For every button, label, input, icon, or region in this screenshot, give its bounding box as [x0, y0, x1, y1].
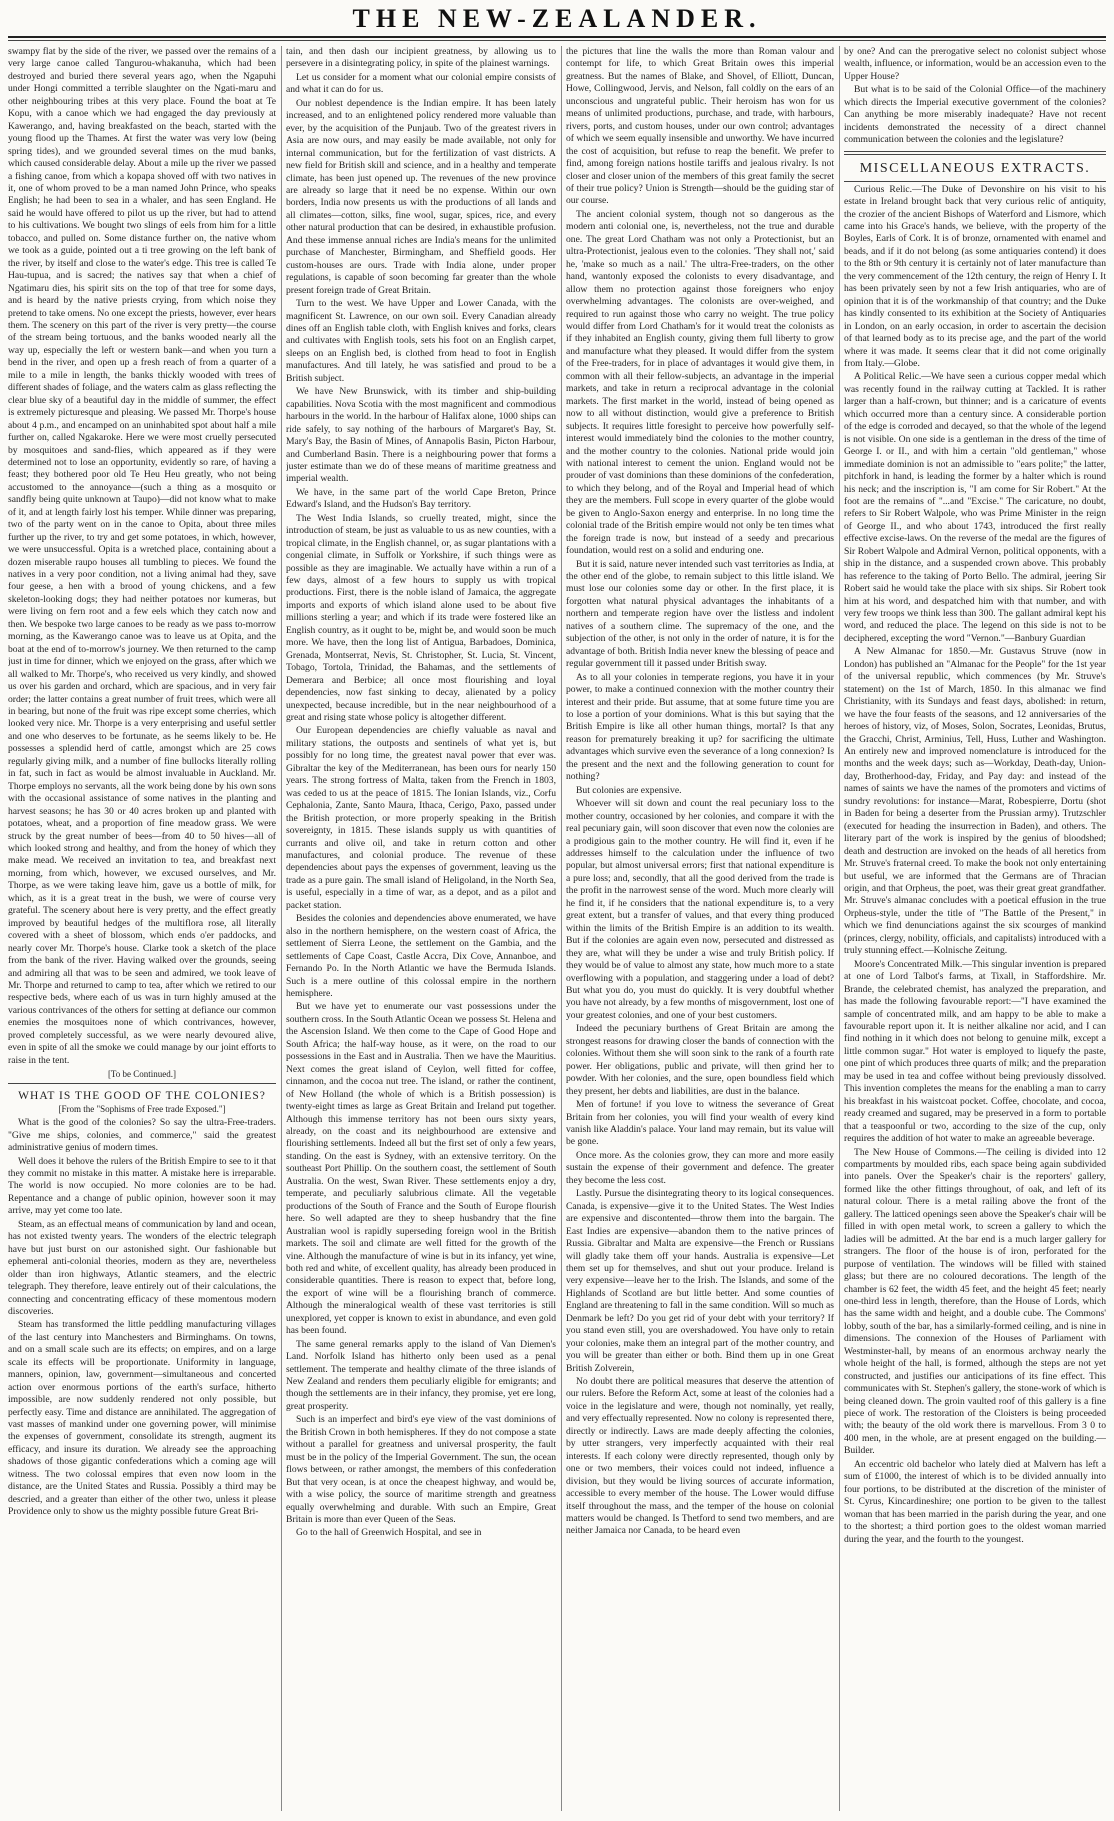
section-rule — [844, 181, 1106, 182]
article-paragraph: Well does it behove the rulers of the British Empire to see to it that they commit no mistake in this matter. A mistake here is irreparable. The world is now occupied. No more colonies are to be had. Repentance and a change of public opinion, however soon it may arrive, may yet come too late. — [8, 1155, 276, 1217]
extract-paragraph: A New Almanac for 1850.—Mr. Gustavus Struve (now in London) has published an "Almanac for the People" for the 1st year of the universal republic, which commences (by Mr. Struve's statement) on the 1st of March, 1850. In this almanac we find Christianity, with its Sundays and feast days, abolished: in return, we have the four feasts of the seasons, and 12 anniversaries of the heroes of history, viz, of Moses, Solon, Socrates, Leonidas, Brutus, the Gracchi, Christ, Arminius, Tell, Huss, Luther and Washington. An entirely new and improved nomenclature is introduced for the months and the week days; such as—Workday, Death-day, Union-day, Brotherhood-day, Friday, and Pay day: and instead of the names of saints we have the names of the promoters and victims of sundry revolutions: for instance—Marat, Robespierre, Dortu (shot in Baden for being a deserter from the Prussian army). Trutzschler (executed for heading the insurrection in Baden), and others. The literary part of the work is inspired by the genius of bloodshed; death and destruction are invoked on the heads of all heretics from Mr. Struve's fraternal creed. To make the book not only entertaining but useful, we are informed that the Germans are of Thracian origin, and that Orpheus, the poet, was their great great grandfather. Mr. Struve's almanac concludes with a poetical effusion in the true Orpheus-style, under the title of "The Battle of the Present," in which we find denunciations against the six scourges of mankind (princes, clergy, nobility, officials, and capitalists) introduced with a truly stunning effect.—Kolnische Zeitung. — [844, 646, 1106, 957]
masthead-title: THE NEW-ZEALANDER. — [352, 4, 762, 33]
article-paragraph: Men of fortune! if you love to witness the severance of Great Britain from her colonies, you will find your wealth of every kind vanish like Aladdin's palace. Your land may remain, but its value will be gone. — [566, 1099, 834, 1148]
article-paragraph: But what is to be said of the Colonial Office—of the machinery which directs the Imperial executive government of the colonies? Can anything be more miserably inadequate? Have not recent incidents demonstrated the necessity of a direct channel communication between the colonies and the legislature? — [844, 84, 1106, 146]
article-paragraph: But colonies are expensive. — [576, 784, 682, 796]
column-3 — [566, 46, 834, 1811]
column-1 — [8, 46, 276, 1811]
article-paragraph: No doubt there are political measures that deserve the attention of our rulers. Before the Reform Act, some at least of the colonies had a voice in the legislature and were, though not nominally, yet really, and very effectually represented. Now no colony is represented there, directly or indirectly. Laws are made deeply affecting the colonies, by utter strangers, very imperfectly acquainted with their real interests. If each colony were directly represented, though only by one or two members, their voices could not indeed, influence a division, but they would be living sources of accurate information, accessible to every member of the house. The Lower would diffuse itself throughout the mass, and the temper of the house on colonial matters would be changed. Is Thetford to send two members, and are neither Jamaica nor Canada, to be heard even — [566, 1376, 834, 1537]
article-paragraph: Lastly. Pursue the disintegrating theory to its logical consequences. Canada, is expensive—give it to the United States. The West Indies are expensive and discontented—throw them into the bargain. The East Indies are expensive—abandon them to the native princes of Russia. Gibraltar and Malta are expensive—the French or Russians will gladly take them off your hands. Australia is expensive—Let them set up for themselves, and shut out your produce. Ireland is very expensive—leave her to the Irish. The Islands, and some of the Highlands of Scotland are but little better. And some counties of England are threatening to fall in the same condition. Will so much as Denmark be left? Do you get rid of your debt with your territory? If you stand even still, you are overshadowed. You have only to retain your colonies, make them an integral part of the mother country, and you will be greater than either or both. Bind them up in one Great British Zolverein, — [566, 1188, 834, 1374]
article-paragraph: Let us consider for a moment what our colonial empire consists of and what it can do for us. — [286, 71, 556, 96]
article-source: [From the "Sophisms of Free trade Exposed."] — [58, 1104, 226, 1115]
section-rule — [8, 1083, 276, 1084]
column-2 — [286, 46, 556, 1811]
article-paragraph: Such is an imperfect and bird's eye view of the vast dominions of the British Crown in both hemispheres. If they do not compose a state without a parallel for greatness and universal prosperity, the fault must be in the policy of the Imperial Government. The sun, the ocean flows between, or rather amongst, the members of this confederation But that very ocean, is at once the cheapest highway, and would be, with a wise policy, the source of maritime strength and greatness equally overwhelming and durable. With such an Empire, Great Britain is more than ever Queen of the Seas. — [286, 1414, 556, 1526]
article-paragraph: But it is said, nature never intended such vast territories as India, at the other end of the globe, to remain subject to this little island. We must lose our colonies some day or other. In the first place, it is forgotten what natural physical advantages the inhabitants of a northern and temperate region have over the listless and indolent natives of a southern clime. The supremacy of the one, and the subjection of the other, is not only in the order of nature, it is for the advantage of both. British India never knew the blessing of peace and regular government till it passed under British sway. — [566, 558, 834, 670]
article-heading-colonies: WHAT IS THE GOOD OF THE COLONIES? — [18, 1090, 266, 1103]
extract-paragraph: The New House of Commons.—The ceiling is divided into 12 compartments by moulded ribs, each space being again subdivided into panels. Over the Speaker's chair is the reporters' gallery, formed like the other fittings throughout, of oak, and left of its natural colour. There is a metal railing above the front of the gallery. The latticed openings seen above the Speaker's chair will be filled in with open metal work, to screen a gallery to which the ladies will be admitted. At the bar end is a much larger gallery for strangers. The floor of the house is of iron, perforated for the purpose of ventilation. The windows will be filled with stained glass; but there are no coloured decorations. The length of the chamber is 62 feet, the width 45 feet, and the height 45 feet; nearly one-third less in length, therefore, than the House of Lords, which has the same width and height, and a double cube. The Commons' lobby, south of the bar, has a similarly-formed ceiling, and is nine in dimensions. The connexion of the Houses of Parliament with Westminster-hall, by means of an enormous archway nearly the whole height of the hall, is formed, although the steps are not yet constructed, and justifies our anticipations of its fine effect. This communicates with St. Stephen's gallery, the stone-work of which is being cleaned down. The groin vaulted roof of this gallery is a fine piece of work. The restoration of the Cloisters is being proceeded with; the beauty of the old work there is marvellous. From 3 0 to 400 men, in the whole, are at present engaged on the building.—Builder. — [844, 1146, 1106, 1457]
article-paragraph: Our European dependencies are chiefly valuable as naval and military stations, the outposts and sentinels of what yet is, but possibly for no long time, the greatest naval power that ever was. Gibraltar the key of the Mediterranean, has been ours for nearly 150 years. The strong fortress of Malta, taken from the French in 1803, was ceded to us at the peace of 1815. The Ionian Islands, viz., Corfu Cephalonia, Zante, Santo Maura, Ithaca, Cerigo, Paxo, passed under the British protection, or more properly speaking in the British sovereignty, in 1815. These islands supply us with quantities of currants and olive oil, and take in return cotton and other manufactures, and colonial produce. The revenue of these dependencies about pays the expenses of government, leaving us the trade as a pure gain. The small island of Heligoland, in the North Sea, is useful, especially in a time of war, as a depot, and as a pilot and packet station. — [286, 725, 556, 911]
masthead-rule — [8, 36, 1106, 38]
article-paragraph: Steam has transformed the little peddling manufacturing villages of the last century into Manchesters and Birminghams. On towns, and on a small scale such are its effects; on empires, and on a large scale its effects will be proportionate. Uniformity in language, manners, opinion, law, government—simultaneous and concerted action over enormous portions of the earth's surface, hitherto impossible, are now suddenly rendered not only possible, but perfectly easy. Time and distance are annihilated. The aggregation of vast masses of mankind under one governing power, will minimise the expenses of government, consolidate its strength, augment its efficacy, and insure its duration. We already see the approaching shadows of those gigantic confederations which a coming age will witness. The two colossal empires that even now loom in the distance, are the United States and Russia. Possibly a third may be descried, and a greater than either of the other two, unless it please Providence only to show us the mighty possible future Great Bri- — [8, 1319, 276, 1518]
section-rule — [844, 151, 1106, 152]
article-paragraph: What is the good of the colonies? So say the ultra-Free-traders. "Give me ships, colonies, and commerce," said the greatest administrative genius of modern times. — [8, 1117, 276, 1154]
article-paragraph: Whoever will sit down and count the real pecuniary loss to the mother country, occasioned by her colonies, and compare it with the real pecuniary gain, will soon discover that even now the colonies are a prodigious gain to the mother country. He will find it, even if he addresses himself to the calculation under the influence of two popular, but almost universal errors; first that national expenditure is a pure loss; and, secondly, that all the good derived from the trade is the profit in the narrowest sense of the word. Much more clearly will he find it, if he considers that the national expenditure is, to a very great extent, but a transfer of values, and that every thing produced within the limits of the British Empire is an addition to its wealth. But if the colonies are again even now, persecuted and distressed as they are, what will they be under a wise and truly British policy. If they would be of value to almost any state, how much more to a state overflowing with a population, and staggering under a load of debt? But what you do, you must do quickly. It is very doubtful whether you have not already, by a few months of misgovernment, lost one of your greatest colonies, and one of your best customers. — [566, 798, 834, 1021]
article-paragraph: Turn to the west. We have Upper and Lower Canada, with the magnificent St. Lawrence, on our own soil. Every Canadian already dines off an English table cloth, with English knives and forks, clears and cultivates with English tools, sets his foot on an English carpet, sleeps on an English bed, is clothed from head to foot in English manufactures. And till lately, he was satisfied and proud to be a British subject. — [286, 298, 556, 384]
article-paragraph: Go to the hall of Greenwich Hospital, and see in — [296, 1527, 482, 1539]
article-paragraph: the pictures that line the walls the more than Roman valour and contempt for life, to which Great Britain owes this imperial greatness. But the names of Blake, and Shovel, of Elliott, Duncan, Howe, Collingwood, Jervis, and Nelson, fall coldly on the ears of an unconscious and ungrateful public. Their heroism has won for us means of unlimited productions, purchase, and trade, with harbours, rivers, ports, and custom houses, under our own control; advantages of which we seem equally insensible and unworthy. We have incurred the cost of acquisition, but refuse to reap the benefit. We prefer to find, among foreign nations hostile tariffs and jealous rivalry. Is not closer and closer union of the members of this great family the secret of their true policy? Union is Strength—should be the guiding star of our course. — [566, 46, 834, 207]
masthead — [0, 4, 1114, 38]
section-rule — [844, 154, 1106, 155]
article-paragraph: We have New Brunswick, with its timber and ship-building capabilities. Nova Scotia with the most magnificent and commodious harbours in the world. In the harbour of Halifax alone, 1000 ships can ride safely, to say nothing of the harbours of Margaret's Bay, St. Mary's Bay, the Basin of Mines, of Annapolis Basin, Picton Harbour, and Cumberland Basin. There is a neighbouring power that forms a juster estimate than we do of these means of maritime greatness and imperial wealth. — [286, 386, 556, 485]
article-paragraph: As to all your colonies in temperate regions, you have it in your power, to make a continued connexion with the mother country their interest and their pride. But assume, that at some future time you are to lose a portion of your dominions. What is this but saying that the British Empire is like all other human things, mortal? Is that any reason for prematurely breaking it up? for sacrificing the ultimate advantages which survive even the severance of a long connexion? Is the present and the next and the following generation to count for nothing? — [566, 671, 834, 783]
article-paragraph: Our noblest dependence is the Indian empire. It has been lately increased, and to an enlightened policy rendered more valuable than ever, by the acquisition of the Punjaub. Two of the greatest rivers in Asia are now ours, and may easily be made available, not only for internal communication, but for the fertilization of vast districts. A new field for British skill and science, and in a healthy and temperate climate, has been just opened up. The revenues of the new province are already so large that it need be no expense. Within our own borders, India now presents us with the productions of all lands and all climates—cotton, silks, fine wool, sugar, spices, rice, and every other natural production that can be desired, in exhaustible profusion. And these immense annual riches are India's means for the unlimited purchase of Manchester, Birmingham, and Sheffield goods. Her custom-houses are ours. Trade with India alone, under proper regulations, is capable of soon becoming far greater than the whole present foreign trade of Great Britain. — [286, 97, 556, 296]
article-paragraph: The same general remarks apply to the island of Van Diemen's Land. Norfolk Island has hitherto only been used as a penal settlement. The temperate and healthy climate of the three islands of New Zealand and renders them peculiarly eligible for emigrants; and though the settlements are in their infancy, they promise, yet ere long, great prosperity. — [286, 1338, 556, 1412]
article-paragraph: Besides the colonies and dependencies above enumerated, we have also in the northern hemisphere, on the western coast of Africa, the settlement of Sierra Leone, the settlement on the Gambia, and the settlements of Cape Coast, Castle Accra, Dix Cove, Annanboe, and Fernando Po. In the North Atlantic we have the Bermuda Islands. Such is a mere outline of this colossal empire in the northern hemisphere. — [286, 913, 556, 999]
column-divider — [561, 46, 562, 1811]
misc-extracts-heading: MISCELLANEOUS EXTRACTS. — [859, 160, 1091, 176]
extract-paragraph: Curious Relic.—The Duke of Devonshire on his visit to his estate in Ireland brought back that very curious relic of antiquity, the crozier of the ancient Bishops of Waterford and Lismore, which came into his Grace's hands, we believe, with the property of the Boyles, Earls of Cork. It is of bronze, ornamented with enamel and beads, and if it do not belong (as some antiquaries contend) it does to the 8th or 9th century it is certainly not of later manufacture than the very commencement of the 12th century, the reign of Henry I. It has been privately seen by not a few Irish antiquaries, who are of opinion that it is of the workmanship of that country; and the Duke has kindly consented to its exhibition at the Society of Antiquaries in London, on an early occasion, in order to ascertain the decision of that learned body as to its precise age, and the part of the world where it was made. It seems clear that it did not come originally from Italy.—Globe. — [844, 183, 1106, 369]
article-paragraph: The ancient colonial system, though not so dangerous as the modern anti colonial one, is, nevertheless, not the true and durable one. The great Lord Chatham was not only a Protectionist, but an ultra-Protectionist, jealous even to the colonies. 'They shall not,' said he, 'make so much as a nail.' The ultra-Free-traders, on the other hand, wantonly exposed the colonists to every disadvantage, and allow them no protection against those foreigners who enjoy overwhelming advantages. The colonists are over-weighed, and required to run against those who carry no weight. The true policy would differ from Lord Chatham's for it would treat the colonists as if they inhabited an English county, giving them full liberty to grow and manufacture what they pleased. It would differ from the system of the Free-traders, for in place of advantages it would give them, in common with all their fellow-subjects, an advantage in the imperial markets, and take in return a reciprocal advantage in the colonial markets. The first market in the world, instead of being opened as now to all without distinction, would give a preference to British subjects. It requires little foresight to perceive how powerfully self-interest would immediately bind the colonies to the mother country, and the mother country to the colonies. National pride would join with national interest to cement the union. England would not be prouder of vast dominions than these dominions of the confederation, to which they belong, and of the Royal and Imperial head of which they are the members. Full scope in every quarter of the globe would be given to Anglo-Saxon energy and enterprise. In no long time the colonial trade of the British empire would not only be ten times what the foreign trade is now, but instead of a seedy and precarious foundation, would rest on a solid and enduring one. — [566, 208, 834, 557]
masthead-rule-thin — [8, 40, 1106, 41]
journal-continued-text: swampy flat by the side of the river, we passed over the remains of a very large canoe called Tangurou-whakanuha, which had been destroyed and buried there several years ago, when the Ngapuhi under Hongi committed a terrible slaughter on the Ngati-maru and other neighbouring tribes at this very place. Found the boat at Te Kopu, with a canoe which we had engaged the day previously at Kawerango, and, having breakfasted on the beach, started with the young flood up the Thames. At first the water was very low (being spring tides), and we grounded several times on the mud banks, which caused considerable delay. About a mile up the river we passed a fishing canoe, from which a kopapa shoved off with two natives in it, one of whom proved to be a man named John Prince, who speaks English; he had been to sea in a whaler, and has seen England. He said he would have offered to pilot us up the river, but had to attend to his cultivations. We bought two slings of eels from him for a little tobacco, and pulled on. Some distance further on, the native whom we took as a guide, pointed out a ti tree growing on the left bank of the river, by itself and close to the water's edge. This tree is called Te Hau-tupua, and is sacred; the natives say that when a chief of Ngatimaru dies, his spirit sits on the top of that tree for some days, and is heard by the native priests crying, from which noise they pretend to take omens. No one except the priests, however, ever hears them. The scenery on this part of the river is very pretty—the course of the stream being tortuous, and the banks wooded nearly all the way up, especially the left or western bank—and when you turn a bend in the river, and open up a fresh reach of from a quarter of a mile to a mile in length, the banks thickly wooded with trees of different shades of foliage, and the waters calm as glass reflecting the clear blue sky of a beautiful day in the middle of summer, the effect is extremely picturesque and pleasing. We passed Mr. Thorpe's house about 4 p.m., and encamped on an uninhabited spot about half a mile further on, called Ngakaroke. Here we were most cruelly persecuted by mosquitoes and sand-flies, which appeared as if they were determined not to lose an opportunity, evidently so rare, of having a feast; they bothered poor old Te Heu Heu greatly, who not being accustomed to the annoyance—(such a thing as a mosquito or sandfly being quite unknown at Taupo)—did not know what to make of it, and at length fairly lost his temper. While dinner was preparing, two of the party went on in the canoe to Opita, about three miles further up the river, to try and get some potatoes, in which, however, we were unsuccessful. Opita is a wretched place, containing about a dozen miserable raupo houses all tumbling to pieces. We found the natives in a very poor condition, not a living animal had they, save four geese, a hen with a brood of young chickens, and a few skeleton-looking dogs; they had neither potatoes nor kumeras, but were living on fern root and a few eels which they catch now and then. We bespoke two large canoes to be ready as we pass to-morrow morning, as the Kawerango canoe was to leave us at Opita, and the boat at the end of to-morrow's journey. We then returned to the camp just in time for dinner, which we enjoyed on the grass, after which we all walked to Mr. Thorpe's, who received us very kindly, and showed us over his garden and orchard, which are spacious, and in very fair order; the latter contains a great number of fruit trees, which were all in bearing, but none of the fruit was ripe except some cherries, which looked very nice. Mr. Thorpe is a very enterprising and useful settler and one who deserves to be fortunate, as he seems likely to be. He possesses a splendid herd of cattle, amongst which are 25 cows regularly giving milk, and a number of fine bullocks literally rolling in fat, such in fact as would be almost invaluable in Auckland. Mr. Thorpe employs no servants, all the work being done by his own sons with the occasional assistance of some natives in the planting and harvest seasons; he has 30 or 40 acres broken up and planted with potatoes, wheat, and a proportion of fine meadow grass. We were struck by the great number of bees—from 40 to 50 hives—all of which looked strong and healthy, and from the honey of which they make mead. We received an invitation to tea, and breakfast next morning, from which, however, we excused ourselves, and Mr. Thorpe, as we were taking leave him, gave us a bottle of milk, for which, as it is a great treat in the bush, we were of course very grateful. The scenery about here is very pretty, and the effect greatly improved by beautiful hedges of the multiflora rose, all literally covered with a sheet of blossom, which ends o'er paddocks, and nearly cover Mr. Thorpe's house. Clarke took a sketch of the place from the bank of the river. Having walked over the grounds, seeing and admiring all that was to be seen and admired, we took leave of Mr. Thorpe and returned to camp to tea, after which we retired to our respective beds, where each of us was in turn highly amused at the various contrivances of the others for setting at defiance our common enemies the mosquitoes none of which contrivances, however, proved completely successful, as we were nearly devoured alive, even in spite of all the smoke we could manage by our joint efforts to raise in the tent. — [8, 46, 276, 1066]
extract-paragraph: Moore's Concentrated Milk.—This singular invention is prepared at one of Lord Talbot's farms, at Tixall, in Staffordshire. Mr. Brande, the celebrated chemist, has analyzed the preparation, and has made the following favourable report:—"I have examined the sample of concentrated milk, and am happy to be able to make a favourable report upon it. It is neither alkaline nor acid, and I can find nothing in it which does not belong to genuine milk, except a little common sugar." Hot water is employed to liquefy the paste, one pint of which produces three quarts of milk; and the preparation may be used in tea and coffee without being previously dissolved. This invention completes the means for the enabling a man to carry his breakfast in his waistcoat pocket. Coffee, chocolate, and cocoa, ready creamed and sugared, may be preserved in a form to portable that a teaspoonful or two, according to the size of the cup, only requires the addition of hot water to make an agreeable beverage. — [844, 958, 1106, 1145]
article-paragraph: tain, and then dash our incipient greatness, by allowing us to persevere in a disintegrating policy, in spite of the plainest warnings. — [286, 46, 556, 70]
article-paragraph: Steam, as an effectual means of communication by land and ocean, has not existed twenty years. The wonders of the electric telegraph have but just burst on our astonished sight. Our fashionable but ephemeral anti-colonial theories, modern as they are, nevertheless older than iron highways, Atlantic steamers, and the electric telegraph. They therefore, leave entirely out of their calculations, the connecting and concentrating efficacy of these momentous modern discoveries. — [8, 1218, 276, 1317]
article-paragraph: Once more. As the colonies grow, they can more and more easily sustain the expense of their government and defence. The greater they become the less cost. — [566, 1149, 834, 1186]
column-divider — [281, 46, 282, 1811]
column-4 — [844, 46, 1106, 1811]
article-paragraph: But we have yet to enumerate our vast possessions under the southern cross. In the South Atlantic Ocean we possess St. Helena and the Ascension Island. We then come to the Cape of Good Hope and South Africa; the half-way house, as it were, on the road to our possessions in the East and in Australia. Then we have the Mauritius. Next comes the great island of Ceylon, well fitted for coffee, cinnamon, and the cocoa nut tree. The island, or rather the continent, of New Holland (the whole of which is a British possession) is twenty-eight times as large as Great Britain and Ireland put together. Although this immense territory has not been ours sixty years, already, on the coast and its neighbourhood are extensive and flourishing settlements. Indeed all but the first set of only a few years, standing. On the east is Sydney, with an extensive territory. On the southeast Port Phillip. On the southern coast, the settlement of South Australia. On the west, Swan River. These settlements enjoy a dry, temperate, and peculiarly salubrious climate. All the vegetable productions of the South of France and the South of Europe flourish here. So well adapted are they to sheep husbandry that the fine Australian wool is rapidly superseding foreign wool in the British markets. The soil and climate are well fitted for the growth of the vine. Although the manufacture of wine is but in its infancy, yet wine, both red and white, of excellent quality, has already been produced in considerable quantities. There is reason to expect that, before long, the export of wine will be a flourishing branch of commerce. Although the mineralogical wealth of these vast territories is still unexplored, yet copper is known to exist in abundance, and even gold has been found. — [286, 1001, 556, 1337]
article-paragraph: by one? And can the prerogative select no colonist subject whose wealth, influence, or information, would be an accession even to the Upper House? — [844, 46, 1106, 82]
article-paragraph: The West India Islands, so cruelly treated, might, since the introduction of steam, be just as valuable to us as new counties, with a tropical climate, in the English channel, or, as sugar plantations with a congenial climate, in Suffolk or Yorkshire, if such things were as possible as they are imaginable. We actually have within a run of a few days, almost of a few hours to supply us with tropical productions. First, there is the noble island of Jamaica, the aggregate imports and exports of which island alone used to be about five millions sterling a year; and which if its trade were fostered like an English country, as it ought to be, might be, and would soon be much more. We have, then the long list of Antigua, Barbadoes, Dominica, Grenada, Montserrat, Nevis, St. Christopher, St. Lucia, St. Vincent, Tobago, Tortola, Trinidad, the Bahamas, and the settlements of Demerara and Berbice; all once most flourishing and loyal dependencies, now fast sinking to decay, alienated by a policy unexpected, because incredible, but in the near neighbourhood of a great and rising state whose policy is altogether different. — [286, 512, 556, 724]
extract-paragraph: A Political Relic.—We have seen a curious copper medal which was recently found in the railway cutting at Tackled. It is rather larger than a half-crown, but thinner; and is a caricature of events which occurred more than a century since. A considerable portion of the edge is corroded and decayed, so that the whole of the legend is not visible. On one side is a gentleman in the dress of the time of George I. or II., and with him a certain "old gentleman," whose immediate dominion is not an admissible to "ears polite;" the latter, pitchfork in hand, is leading the former by a halter which is round his neck; and the inscription is, "I am come for Sir Robert." At the foot are the remains of "...and "Excise." The caricature, no doubt, refers to Sir Robert Walpole, who was Prime Minister in the reign of George II., and who about 1743, introduced the first really effective excise-laws. On the reverse of the medal are the figures of Sir Robert Walpole and Admiral Vernon, political opponents, with a ship in the distance, and a suspended crown above. This probably has reference to the taking of Porto Bello. The admiral, jeering Sir Robert said he would take the place with six ships. Sir Robert took him at his word, and despatched him with that number, and with very few troops we think less than 300. The gallant admiral kept his word, and reduced the place. The legend on this side is not to be deciphered, excepting the word "Vernon."—Banbury Guardian — [844, 371, 1106, 644]
extract-paragraph: An eccentric old bachelor who lately died at Malvern has left a sum of £1000, the interest of which is to be divided annually into four portions, to be distributed at the discretion of the minister of St. Cyrus, Kincardineshire; one portion to be given to the tallest woman that has been married in the parish during the year, and one to the shortest; a third portion goes to the oldest woman married during the year, and the fourth to the youngest. — [844, 1458, 1106, 1545]
article-paragraph: We have, in the same part of the world Cape Breton, Prince Edward's Island, and the Hudson's Bay territory. — [286, 486, 556, 511]
column-divider — [839, 46, 840, 1811]
article-paragraph: Indeed the pecuniary burthens of Great Britain are among the strongest reasons for drawing closer the bands of connection with the colonies. Without them she will soon sink to the rank of a fourth rate power. Her obligations, public and private, will then grind her to powder. With her colonies, and the sure, open boundless field which they present, her debts and liabilities, are dust in the balance. — [566, 1023, 834, 1097]
to-be-continued: [To be Continued.] — [107, 1069, 177, 1080]
